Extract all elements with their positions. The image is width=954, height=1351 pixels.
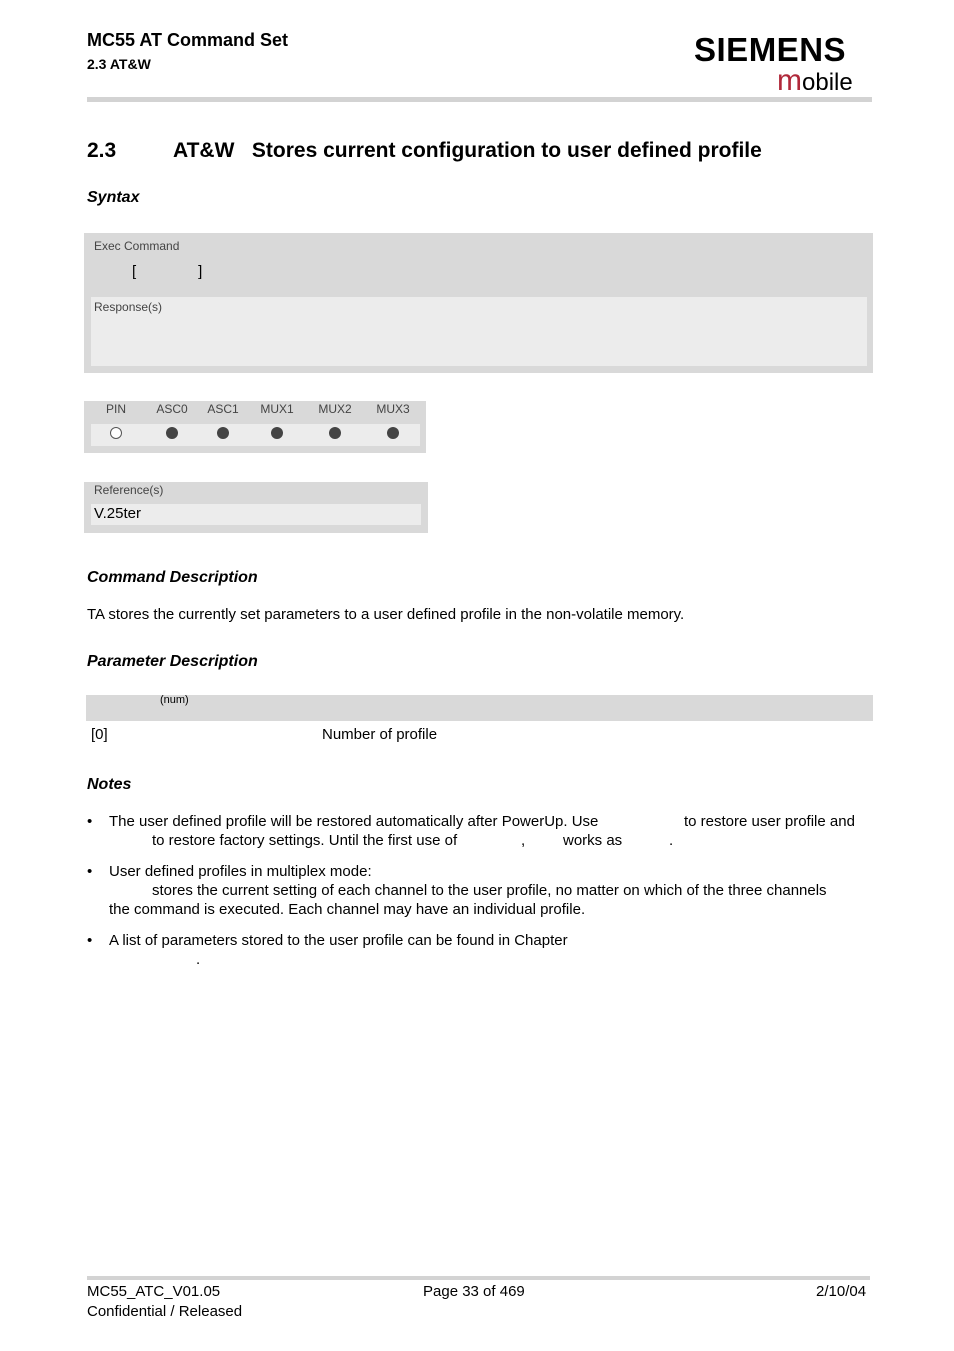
- note-1-line-2-dot: .: [669, 832, 674, 849]
- mux3-filled-circle-icon: [387, 427, 399, 439]
- parameter-value-description: Number of profile: [322, 726, 438, 743]
- mobile-logo: [777, 64, 853, 98]
- reference-value: V.25ter: [94, 505, 141, 522]
- note-2-line-2: stores the current setting of each channel to the user profile, no matter on which of the three channels: [152, 882, 827, 899]
- footer-page-number: Page 33 of 469: [423, 1283, 525, 1300]
- siemens-logo: SIEMENS: [694, 31, 847, 68]
- parameter-bar: [86, 695, 873, 721]
- note-2-bullet: •: [87, 863, 93, 880]
- note-1-bullet: •: [87, 813, 93, 830]
- asc1-filled-circle-icon: [217, 427, 229, 439]
- asc0-filled-circle-icon: [166, 427, 178, 439]
- command-description-text: TA stores the currently set parameters to a user defined profile in the non-volatile memory.: [87, 606, 685, 623]
- parameter-type: (num): [160, 694, 189, 706]
- notes-heading: Notes: [87, 776, 132, 793]
- interface-row: [91, 424, 420, 446]
- pin-empty-circle-icon: [110, 427, 122, 439]
- response-label: Response(s): [94, 300, 163, 314]
- mux1-header: MUX1: [260, 402, 294, 416]
- note-3-line-2: .: [196, 951, 201, 968]
- asc0-header: ASC0: [156, 402, 188, 416]
- mux2-header: MUX2: [318, 402, 352, 416]
- note-1-line-2-comma: ,: [521, 832, 526, 849]
- mux1-filled-circle-icon: [271, 427, 283, 439]
- logo-m: m: [777, 64, 802, 97]
- parameter-description-heading: Parameter Description: [87, 653, 258, 670]
- document-subtitle: 2.3 AT&W: [87, 56, 151, 72]
- note-2-line-1: User defined profiles in multiplex mode:: [109, 863, 372, 880]
- pin-header: PIN: [105, 402, 126, 416]
- asc1-header: ASC1: [207, 402, 239, 416]
- footer-date: 2/10/04: [816, 1283, 867, 1300]
- section-title: AT&W Stores current configuration to user defined profile: [173, 139, 762, 162]
- mux2-filled-circle-icon: [329, 427, 341, 439]
- bracket-close: ]: [198, 263, 203, 280]
- footer-doc-id: MC55_ATC_V01.05: [87, 1283, 221, 1300]
- bracket-open: [: [132, 263, 137, 280]
- note-2-line-3: the command is executed. Each channel may have an individual profile.: [109, 901, 586, 918]
- note-3-bullet: •: [87, 932, 93, 949]
- parameter-value: [0]: [91, 726, 108, 743]
- note-1-line-2a: to restore factory settings. Until the first use of: [152, 832, 458, 849]
- note-3-line-1: A list of parameters stored to the user profile can be found in Chapter: [109, 932, 568, 949]
- footer-status: Confidential / Released: [87, 1303, 243, 1320]
- syntax-heading: Syntax: [87, 189, 140, 206]
- note-1-line-1b: to restore user profile and: [684, 813, 855, 830]
- note-1-line-1a: The user defined profile will be restored automatically after PowerUp. Use: [109, 813, 599, 830]
- mux3-header: MUX3: [376, 402, 410, 416]
- section-number: 2.3: [87, 139, 117, 162]
- footer-rule: [87, 1276, 870, 1280]
- response-area: [91, 297, 867, 366]
- header-rule: [87, 97, 872, 102]
- logo-obile: obile: [802, 69, 853, 96]
- note-1-line-2b: works as: [563, 832, 623, 849]
- reference-label: Reference(s): [94, 483, 164, 497]
- exec-command: [132, 263, 202, 280]
- exec-command-label: Exec Command: [94, 239, 180, 253]
- document-title: MC55 AT Command Set: [87, 30, 289, 50]
- command-description-heading: Command Description: [87, 569, 258, 586]
